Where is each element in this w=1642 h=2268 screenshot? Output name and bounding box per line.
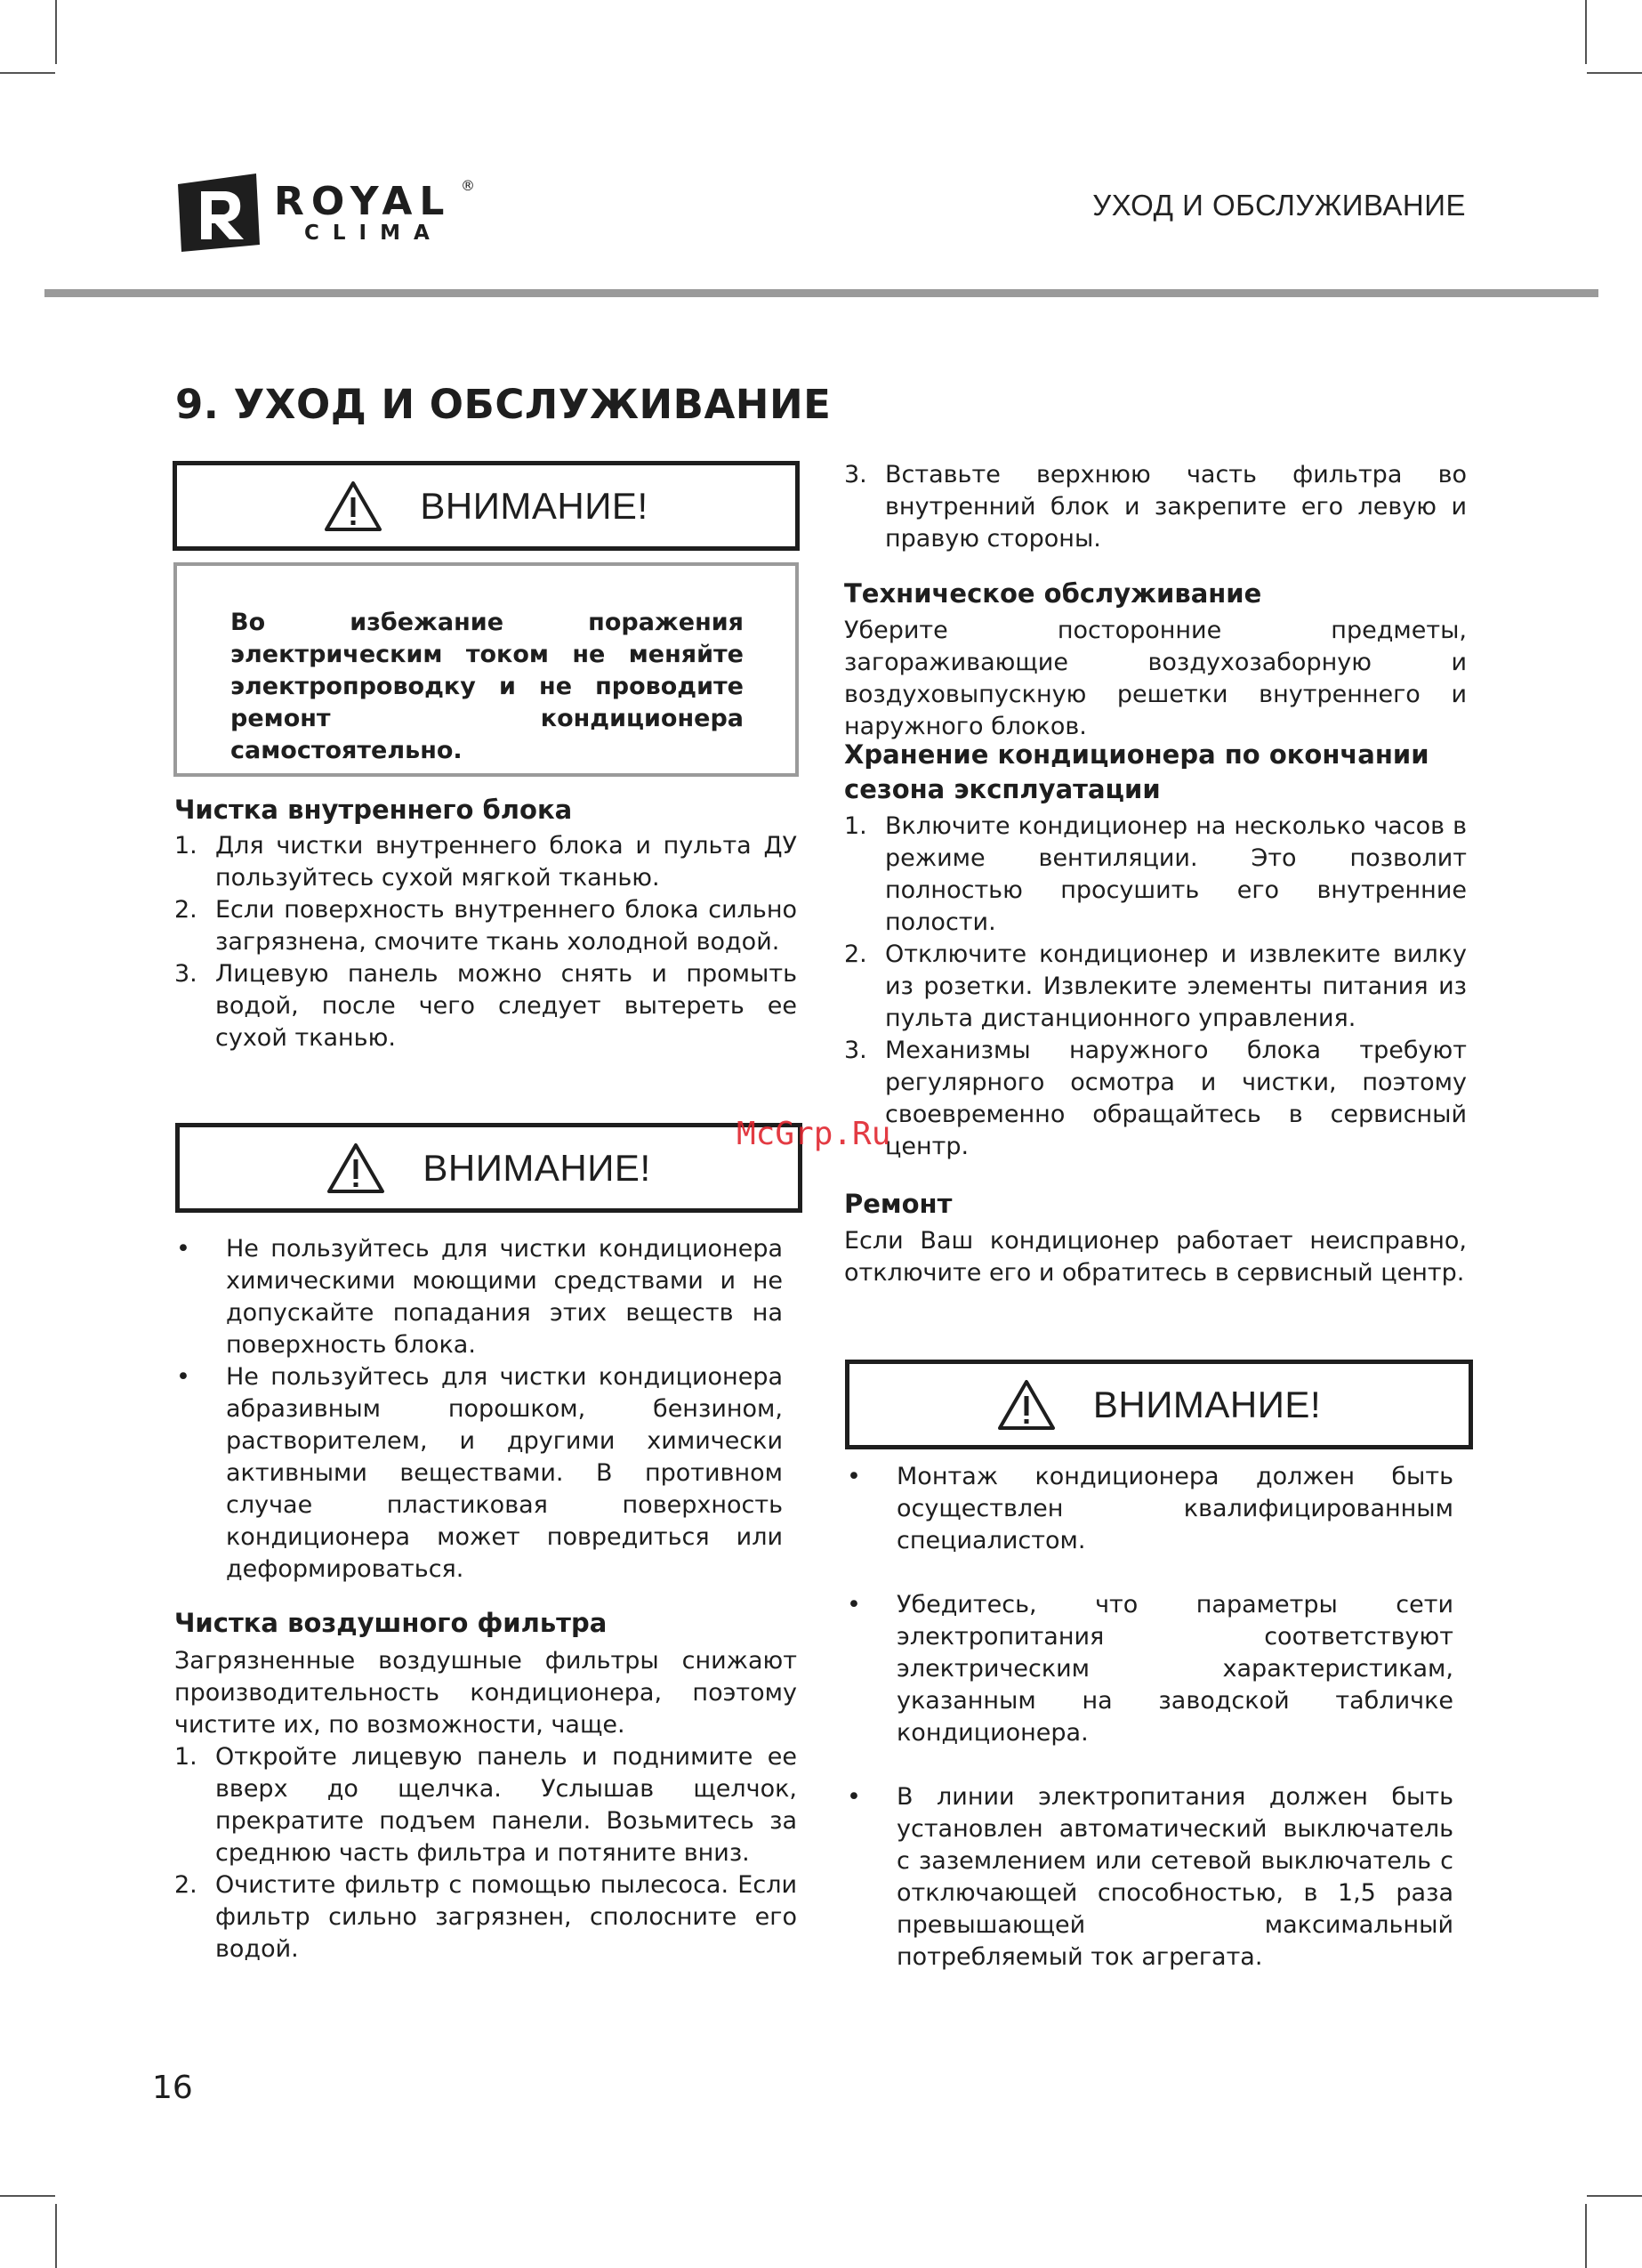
warning-triangle-icon [324,480,382,532]
crop-mark [0,72,55,74]
attention-banner [173,461,800,551]
storage-section [844,738,1467,1163]
list-item: 2. Отключите кондиционер и извлеките вилку из розетки. Извлеките элементы питания из пульта дистанционного управления. [844,940,1467,1032]
logo-registered-mark: ® [461,177,475,194]
numbered-list [844,811,1467,1163]
logo-r-emblem-icon [174,172,263,254]
section-text: Если Ваш кондиционер работает неисправно, отключите его и обратитесь в сервисный центр. [844,1227,1467,1287]
list-item: • Не пользуйтесь для чистки кондиционера абразивным порошком, бензином, растворителем, и другими химически активными веществами. В противном случае пластиковая поверхность кондиционера может повредиться или деформироваться. [174,1361,783,1586]
bullet-list [174,1233,783,1586]
numbered-list [844,459,1467,555]
list-item: 1. Включите кондиционер на несколько часов в режиме вентиляции. Это позволит полностью просушить его внутренние полости. [844,812,1467,936]
crop-mark [0,2195,55,2197]
section-heading: Ремонт [844,1189,953,1219]
section-text: Уберите посторонние предметы, загораживающие воздухозаборную и воздуховыпускную решетки внутреннего и наружного блоков. [844,617,1467,740]
section-heading: Чистка внутреннего блока [174,795,573,825]
maintenance-section [844,577,1467,743]
list-item: • В линии электропитания должен быть установлен автоматический выключатель с заземлением или сетевой выключатель с отключающей способностью, в 1,5 раза превышающей максимальный потребляемый ток агрегата. [845,1781,1453,1973]
filter-cleaning-section [174,1606,797,1965]
warning-box [173,562,799,777]
crop-mark [1587,2195,1642,2197]
section-heading: Чистка воздушного фильтра [174,1608,608,1638]
list-item: • Монтаж кондиционера должен быть осуществлен квалифицированным специалистом. [845,1461,1453,1557]
list-item: 1. Для чистки внутреннего блока и пульта ДУ пользуйтесь сухой мягкой тканью. [174,832,797,892]
numbered-list [174,830,797,1054]
bullet-list [845,1461,1453,1973]
filter-cleaning-continued [844,459,1467,555]
attention-banner [175,1123,802,1213]
list-item: 2. Очистите фильтр с помощью пылесоса. Если фильтр сильно загрязнен, сполосните его водой. [174,1871,797,1963]
attention-bullets-right [845,1461,1453,1973]
list-item: 3. Лицевую панель можно снять и промыть водой, после чего следует вытереть ее сухой тканью. [174,960,797,1052]
list-item: • Убедитесь, что параметры сети электропитания соответствуют электрическим характеристикам, указанным на заводской табличке кондиционера. [845,1589,1453,1749]
attention-banner [845,1360,1473,1449]
list-item: 3. Механизмы наружного блока требуют регулярного осмотра и чистки, поэтому своевременно обращайтесь в сервисный центр. [844,1037,1467,1160]
header-section-title: УХОД И ОБСЛУЖИВАНИЕ [1092,189,1466,222]
attention-label: ВНИМАНИЕ! [1092,1383,1322,1425]
list-item: 3. Вставьте верхнюю часть фильтра во внутренний блок и закрепите его левую и правую стороны. [844,461,1467,553]
logo-clima-text: CLIMA [304,222,443,245]
list-item: • Не пользуйтесь для чистки кондиционера химическими моющими средствами и не допускайте попадания этих веществ на поверхность блока. [174,1233,783,1361]
page-title: 9. УХОД И ОБСЛУЖИВАНИЕ [175,381,832,428]
repair-section [844,1187,1467,1289]
crop-mark [1585,0,1587,64]
numbered-list [174,1741,797,1965]
attention-label: ВНИМАНИЕ! [420,484,648,527]
warning-triangle-icon [326,1142,385,1194]
warning-triangle-icon [997,1379,1056,1431]
warning-text: Во избежание поражения электрическим током не меняйте электропроводку и не проводите ремонт кондиционера самостоятельно. [230,609,744,764]
header-divider [44,289,1598,297]
crop-mark [55,0,57,64]
attention-label: ВНИМАНИЕ! [423,1146,651,1189]
crop-mark [1587,72,1642,74]
indoor-cleaning-section [174,793,797,1054]
crop-mark [55,2204,57,2268]
page-number: 16 [152,2070,193,2106]
attention-bullets-left [174,1233,783,1586]
section-intro: Загрязненные воздушные фильтры снижают производительность кондиционера, поэтому чистите их, по возможности, чаще. [174,1647,797,1739]
watermark: McGrp.Ru [736,1116,891,1152]
section-heading: Техническое обслуживание [844,578,1262,609]
brand-logo [174,172,481,254]
section-heading: Хранение кондиционера по окончании сезона эксплуатации [844,739,1429,804]
list-item: 1. Откройте лицевую панель и поднимите ее вверх до щелчка. Услышав щелчок, прекратите подъем панели. Возьмитесь за среднюю часть фильтра и потяните вниз. [174,1743,797,1867]
crop-mark [1585,2204,1587,2268]
list-item: 2. Если поверхность внутреннего блока сильно загрязнена, смочите ткань холодной водой. [174,896,797,956]
logo-royal-text: ROYAL [274,179,452,224]
